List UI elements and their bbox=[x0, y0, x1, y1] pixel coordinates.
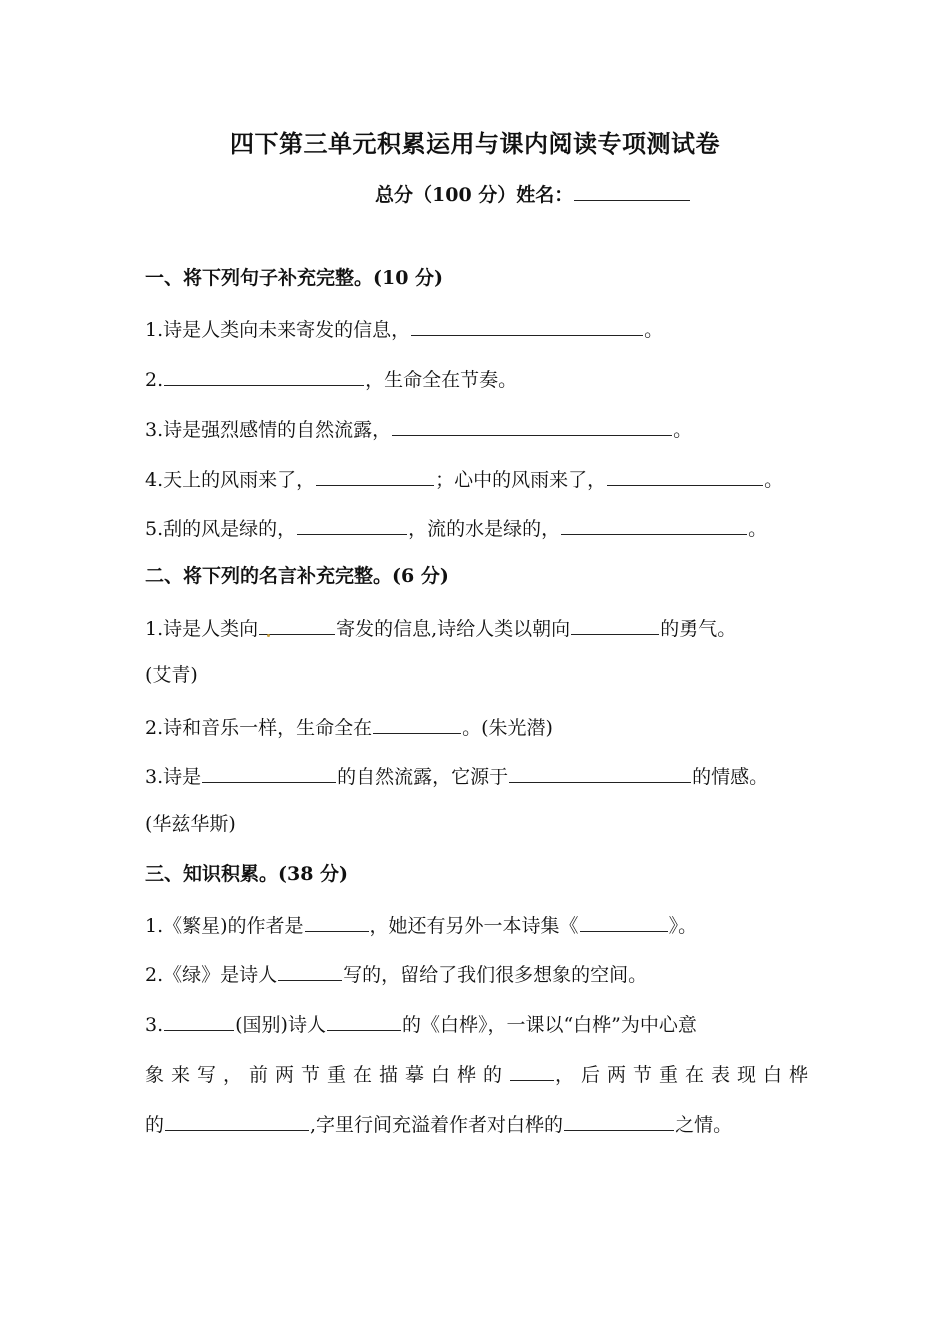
question-text: 5.刮的风是绿的， bbox=[145, 518, 297, 540]
score-name-label: 总分（100 分）姓名： bbox=[375, 184, 574, 206]
question-text: 2.《绿》是诗人 bbox=[145, 964, 278, 986]
question-text: 之情。 bbox=[675, 1114, 733, 1136]
answer-blank[interactable] bbox=[580, 909, 668, 932]
question-text: 的情感。 bbox=[692, 766, 769, 788]
question-text: 的《白桦》，一课以“白桦”为中心意 bbox=[401, 1014, 697, 1036]
section1-q4 bbox=[145, 463, 783, 494]
question-text: 。 bbox=[644, 319, 664, 341]
answer-blank[interactable] bbox=[571, 612, 659, 635]
answer-blank[interactable] bbox=[327, 1008, 401, 1031]
question-text: 。 bbox=[748, 518, 768, 540]
answer-blank[interactable] bbox=[278, 958, 342, 981]
question-text: ，流的水是绿的， bbox=[408, 518, 561, 540]
section3-heading: 三、知识积累。(38 分) bbox=[145, 863, 349, 885]
section3-q2 bbox=[145, 958, 647, 989]
answer-blank[interactable] bbox=[202, 760, 336, 783]
question-text: 1.诗是人类向 bbox=[145, 618, 259, 640]
question-text: ，她还有另外一本诗集《 bbox=[369, 915, 579, 937]
page-title: 四下第三单元积累运用与课内阅读专项测试卷 bbox=[230, 129, 720, 158]
question-text: (国别)诗人 bbox=[235, 1014, 326, 1036]
answer-blank[interactable] bbox=[509, 760, 691, 783]
section1-q3 bbox=[145, 413, 692, 444]
question-text: 1.诗是人类向未来寄发的信息， bbox=[145, 319, 411, 341]
section1-heading: 一、将下列句子补充完整。(10 分) bbox=[145, 267, 444, 289]
question-text: 的勇气。 bbox=[660, 618, 737, 640]
section2-q3-author: (华兹华斯) bbox=[145, 813, 236, 835]
answer-blank[interactable] bbox=[164, 1008, 234, 1031]
question-text: 3.诗是强烈感情的自然流露， bbox=[145, 419, 392, 441]
section3-q3 bbox=[145, 1008, 697, 1039]
section3-q1 bbox=[145, 909, 697, 940]
section2-q1-author: (艾青) bbox=[145, 664, 198, 686]
question-text: 3.诗是 bbox=[145, 766, 202, 788]
answer-blank[interactable] bbox=[316, 463, 434, 486]
answer-blank[interactable] bbox=[411, 313, 643, 336]
question-text: 写的，留给了我们很多想象的空间。 bbox=[343, 964, 648, 986]
section3-q3-line3 bbox=[145, 1108, 732, 1139]
section2-q2 bbox=[145, 711, 553, 742]
question-text: ,字里行间充溢着作者对白桦的 bbox=[310, 1114, 564, 1136]
answer-blank[interactable] bbox=[165, 1108, 309, 1131]
section2-heading: 二、将下列的名言补充完整。(6 分) bbox=[145, 565, 449, 587]
answer-blank[interactable] bbox=[373, 711, 461, 734]
answer-blank[interactable] bbox=[164, 363, 364, 386]
question-text: 3. bbox=[145, 1014, 164, 1036]
question-text: 。 bbox=[673, 419, 693, 441]
answer-blank[interactable] bbox=[564, 1108, 674, 1131]
section3-q3-line2 bbox=[145, 1058, 815, 1089]
answer-blank[interactable] bbox=[259, 612, 335, 635]
question-text: 。 bbox=[764, 469, 784, 491]
question-text: ，后两节重在表现白桦 bbox=[555, 1064, 816, 1086]
question-text: 2. bbox=[145, 369, 164, 391]
section2-q1 bbox=[145, 612, 736, 643]
section1-q5 bbox=[145, 512, 767, 543]
question-text: ，生命全在节奏。 bbox=[365, 369, 518, 391]
section1-q1 bbox=[145, 313, 663, 344]
answer-blank[interactable] bbox=[305, 909, 369, 932]
answer-blank[interactable] bbox=[297, 512, 407, 535]
section1-q2 bbox=[145, 363, 517, 394]
question-text: 寄发的信息,诗给人类以朝向 bbox=[336, 618, 571, 640]
name-blank[interactable] bbox=[574, 178, 690, 201]
question-text: 》。 bbox=[668, 915, 698, 937]
question-text: 象来写，前两节重在描摹白桦的 bbox=[145, 1064, 510, 1086]
question-text: 的自然流露，它源于 bbox=[337, 766, 509, 788]
answer-blank[interactable] bbox=[561, 512, 747, 535]
question-text: 。(朱光潜) bbox=[462, 717, 553, 739]
answer-blank[interactable] bbox=[607, 463, 763, 486]
score-name-line bbox=[375, 178, 691, 207]
question-text: 1.《繁星)的作者是 bbox=[145, 915, 304, 937]
question-text: 的 bbox=[145, 1114, 165, 1136]
section2-q3 bbox=[145, 760, 768, 791]
question-text: 4.天上的风雨来了， bbox=[145, 469, 316, 491]
answer-blank[interactable] bbox=[392, 413, 672, 436]
question-text: 2.诗和音乐一样，生命全在 bbox=[145, 717, 373, 739]
answer-blank[interactable] bbox=[510, 1058, 554, 1081]
question-text: ；心中的风雨来了， bbox=[435, 469, 607, 491]
